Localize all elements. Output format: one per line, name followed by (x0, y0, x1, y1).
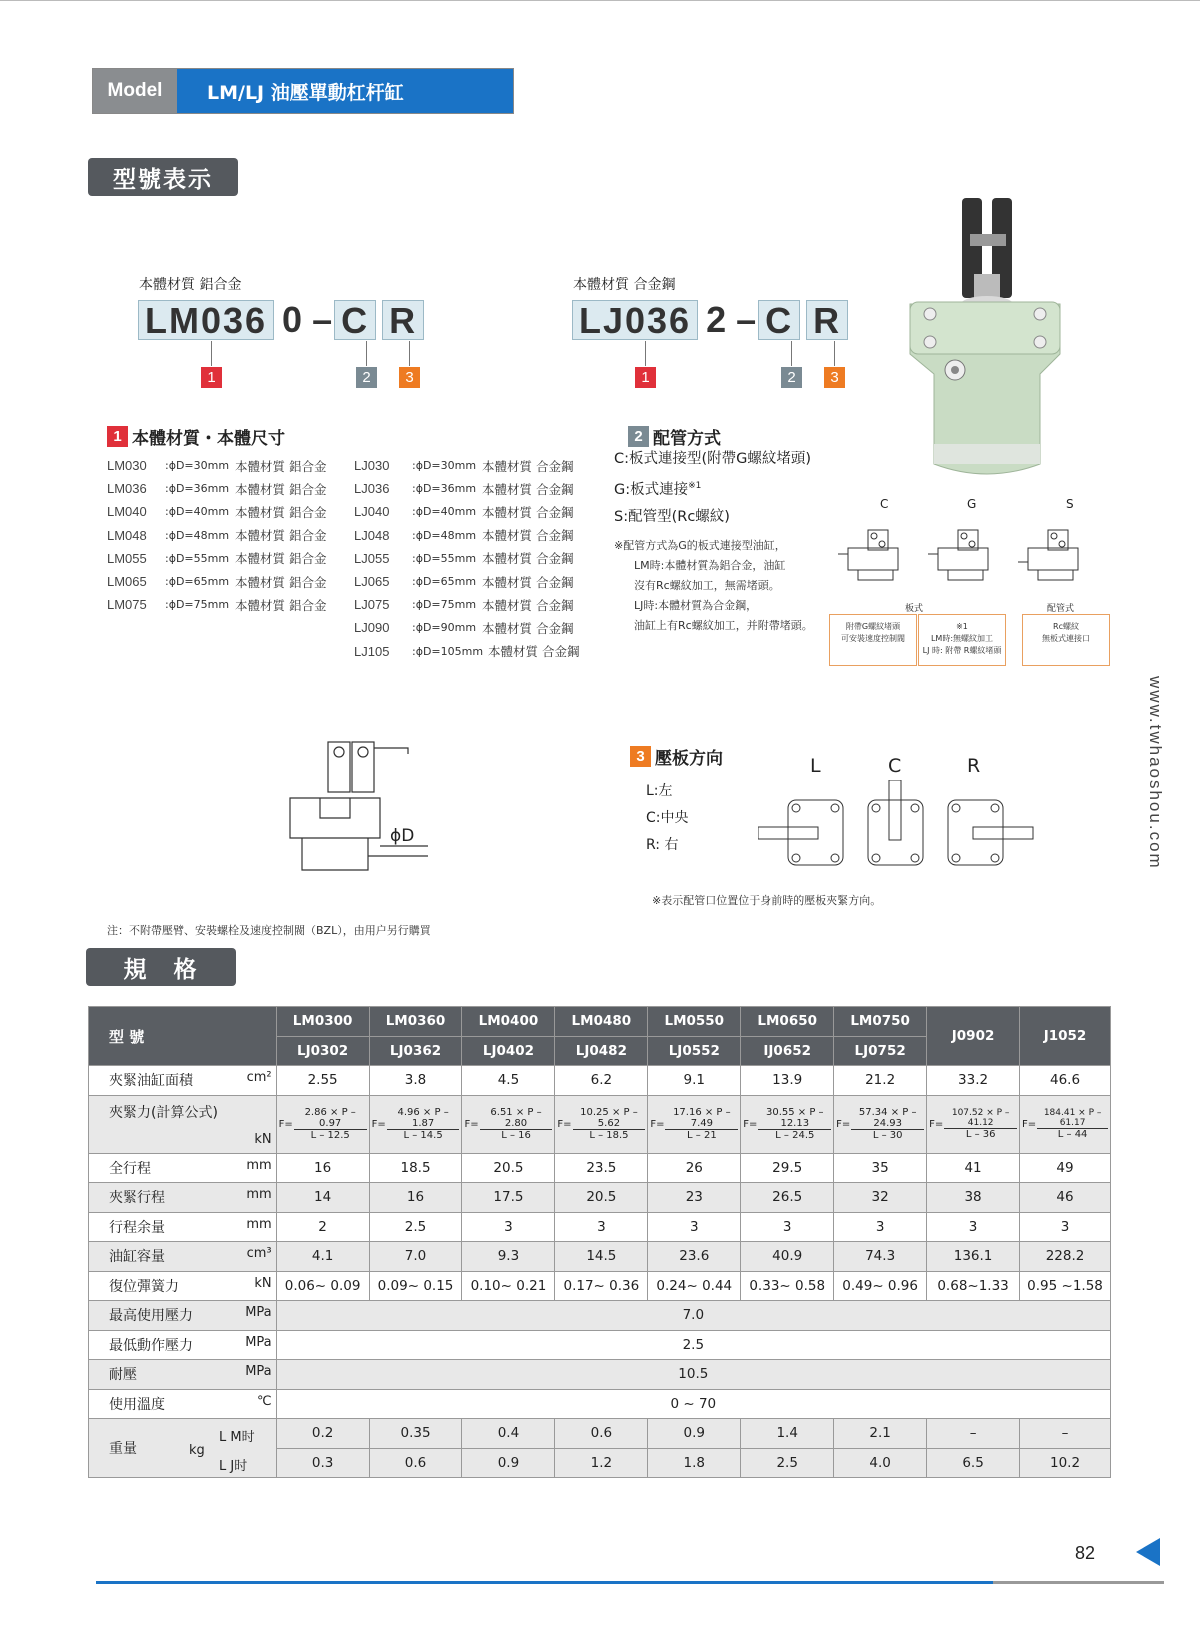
code-digit: 2 (706, 299, 727, 340)
cylinder-product-image (900, 194, 1075, 484)
model-header (92, 68, 514, 114)
badge-3: 3 (399, 367, 420, 388)
stem (834, 341, 835, 366)
badge-2: 2 (628, 426, 649, 447)
stem (409, 341, 410, 366)
stem (791, 341, 792, 366)
code-box-model: LM036 (138, 300, 274, 340)
section-model-title: 型號表示 (88, 158, 238, 196)
code-box-model: LJ036 (572, 300, 698, 340)
list-item: LJ075 :ϕD=75mm 本體材質 合金鋼 (354, 597, 574, 613)
direction-heading (630, 744, 723, 769)
page-number: 82 (1075, 1543, 1096, 1563)
badge-1: 1 (201, 367, 222, 388)
diagram-letter-c: C (880, 497, 889, 511)
cylinder-dimension-drawing (280, 738, 430, 878)
badge-3: 3 (630, 746, 651, 767)
table-row: 0.3 0.6 0.9 1.2 1.8 2.5 4.0 6.5 10.2 (89, 1448, 1111, 1478)
table-row: 行程余量 mm 2 2.5 3 3 3 3 3 3 3 (89, 1212, 1111, 1242)
list-item: LJ048 :ϕD=48mm 本體材質 合金鋼 (354, 527, 574, 544)
page-title: LM/LJ 油壓單動杠杆缸 (177, 69, 513, 113)
lm-size-list (107, 454, 326, 616)
right-model-code (572, 299, 848, 341)
table-header-row: 型 號 LM0300 LM0360 LM0400 LM0480 LM0550 LM0650 LM0750 J0902 J1052 (89, 1007, 1111, 1037)
direction-diagrams (758, 780, 1048, 880)
direction-options (646, 778, 689, 859)
body-spec-title: 本體材質・本體尺寸 (132, 429, 285, 449)
table-row: 夾緊油缸面積 cm² 2.55 3.8 4.5 6.2 9.1 13.9 21.2 33.2 46.6 (89, 1066, 1111, 1096)
piping-diagrams (838, 518, 1108, 586)
left-material-label: 本體材質 鋁合金 (139, 277, 242, 293)
top-rule (0, 0, 1200, 1)
list-item: S:配管型(Rc螺紋) (614, 508, 730, 525)
group-pipe-label: 配管式 (1047, 604, 1075, 614)
code-dash: – (312, 299, 333, 340)
list-item: LM075 :ϕD=75mm 本體材質 鋁合金 (107, 597, 327, 613)
list-item: LM065 :ϕD=65mm 本體材質 鋁合金 (107, 574, 327, 590)
direction-letter-r: R (967, 755, 981, 777)
stem (366, 341, 367, 366)
list-item: LJ030 :ϕD=30mm 本體材質 合金鋼 (354, 458, 574, 474)
model-tag: Model (93, 69, 177, 113)
caption-c: 附帶G螺紋堵頭 可安裝速度控制閥 (829, 614, 917, 666)
code-box-c: C (334, 300, 376, 340)
direction-note: ※表示配管口位置位于身前時的壓板夾緊方向。 (652, 894, 882, 907)
list-item: LM036 :ϕD=36mm 本體材質 鋁合金 (107, 481, 327, 497)
table-row: 復位彈簧力 kN 0.06~ 0.09 0.09~ 0.15 0.10~ 0.21 0.17~ 0.36 0.24~ 0.44 0.33~ 0.58 0.49~ 0.96 0.68~1.33 0.95 ~1.58 (89, 1271, 1111, 1301)
table-row: 重量 kg L M时 L J时 0.2 0.35 0.4 0.6 0.9 1.4 2.1 – – (89, 1419, 1111, 1449)
list-item: L:左 (646, 783, 673, 799)
stem (211, 341, 212, 366)
list-item: LJ040 :ϕD=40mm 本體材質 合金鋼 (354, 504, 574, 520)
list-item: LJ036 :ϕD=36mm 本體材質 合金鋼 (354, 481, 574, 497)
list-item: LM055 :ϕD=55mm 本體材質 鋁合金 (107, 550, 327, 567)
model-header-cell: 型 號 (89, 1007, 277, 1066)
accessory-footnote: 注：不附帶壓臂、安裝螺栓及速度控制閥（BZL），由用户另行購買 (107, 924, 431, 937)
piping-title: 配管方式 (653, 429, 721, 449)
spec-table (88, 1006, 1111, 1478)
right-material-label: 本體材質 合金鋼 (573, 277, 676, 293)
list-item: LJ065 :ϕD=65mm 本體材質 合金鋼 (354, 574, 574, 590)
badge-2: 2 (356, 367, 377, 388)
piping-options (614, 446, 811, 531)
website-url: www.twhaoshou.com (1146, 676, 1165, 870)
diagram-letter-g: G (967, 497, 977, 511)
section-spec-title: 規 格 (86, 948, 236, 986)
caption-g: ※1 LM時:無螺紋加工 LJ 時: 附帶 R螺紋堵頭 (918, 614, 1006, 666)
direction-title: 壓板方向 (655, 749, 723, 769)
list-item: G:板式連接$^{※1}$ (614, 481, 702, 498)
caption-s: Rc螺紋 無板式連接口 (1022, 614, 1110, 666)
phi-d-label: ϕD (390, 826, 415, 846)
list-item: LJ105 :ϕD=105mm 本體材質 合金鋼 (354, 643, 580, 660)
list-item: LM030 :ϕD=30mm 本體材質 鋁合金 (107, 458, 327, 474)
badge-2: 2 (781, 367, 802, 388)
direction-letter-c: C (888, 755, 902, 777)
table-row: 全行程 mm 16 18.5 20.5 23.5 26 29.5 35 41 49 (89, 1153, 1111, 1183)
lj-size-list (354, 454, 579, 663)
stem (645, 341, 646, 366)
group-plate-label: 板式 (905, 604, 924, 614)
table-row: 使用溫度 ℃ 0 ~ 70 (89, 1389, 1111, 1419)
left-model-code (138, 299, 424, 341)
list-item: C:板式連接型(附帶G螺紋堵頭) (614, 451, 812, 467)
table-row: 最高使用壓力 MPa 7.0 (89, 1301, 1111, 1331)
table-row: 耐壓 MPa 10.5 (89, 1360, 1111, 1390)
piping-note: ※配管方式為G的板式連接型油缸， LM時:本體材質為鋁合金，油缸 沒有Rc螺紋加工，無需堵頭。 LJ時:本體材質為合金鋼， 油缸上有Rc螺紋加工，并附帶堵頭。 (614, 539, 813, 632)
footnote-mark: ※1 (688, 481, 702, 491)
list-item: C:中央 (646, 810, 689, 826)
bottom-rule (96, 1581, 1164, 1584)
list-item: LJ055 :ϕD=55mm 本體材質 合金鋼 (354, 550, 574, 567)
table-row: 油缸容量 cm³ 4.1 7.0 9.3 14.5 23.6 40.9 74.3 136.1 228.2 (89, 1242, 1111, 1272)
list-item: LM040 :ϕD=40mm 本體材質 鋁合金 (107, 504, 327, 520)
list-item: LJ090 :ϕD=90mm 本體材質 合金鋼 (354, 620, 574, 636)
table-row: 最低動作壓力 MPa 2.5 (89, 1330, 1111, 1360)
table-row: 夾緊力(計算公式) kN F= $\frac{2.86 \times P - 0.97}{L - 12.5}$ F= $\frac{4.96 \times P - 1.87}{L - 14.5}$ F= $\frac{6.51 \times P - 2.80}{L - 16}$ F= $\frac{10.25 \times P -5.62}{L - 18.5}$ F= $\frac{17.16 \times P - 7.49}{L - 21}$ F= $\frac{30.55 \times P - 12.13}{L - 24.5}$ F= $\frac{57.34 \times P - 24.93}{L - 30}$ F= $\frac{107.52 \times P - 41.12}{L - 36}$ F= $\frac{184.41 \times P - 61.17}{L - 44}$ (89, 1095, 1111, 1153)
page-arrow-icon (1136, 1538, 1160, 1566)
direction-letter-l: L (810, 755, 821, 777)
list-item: LM048 :ϕD=48mm 本體材質 鋁合金 (107, 527, 327, 544)
body-spec-heading (107, 424, 285, 449)
table-header-row: LJ0302 LJ0362 LJ0402 LJ0482 LJ0552 IJ0652 LJ0752 (89, 1036, 1111, 1066)
badge-1: 1 (635, 367, 656, 388)
table-row: 夾緊行程 mm 14 16 17.5 20.5 23 26.5 32 38 46 (89, 1183, 1111, 1213)
code-dash: – (736, 299, 757, 340)
diagram-letter-s: S (1066, 497, 1074, 511)
code-digit: 0 (282, 299, 303, 340)
code-box-c: C (758, 300, 800, 340)
badge-1: 1 (107, 426, 128, 447)
list-item: R: 右 (646, 837, 679, 853)
badge-3: 3 (824, 367, 845, 388)
code-box-r: R (806, 300, 848, 340)
code-box-r: R (382, 300, 424, 340)
